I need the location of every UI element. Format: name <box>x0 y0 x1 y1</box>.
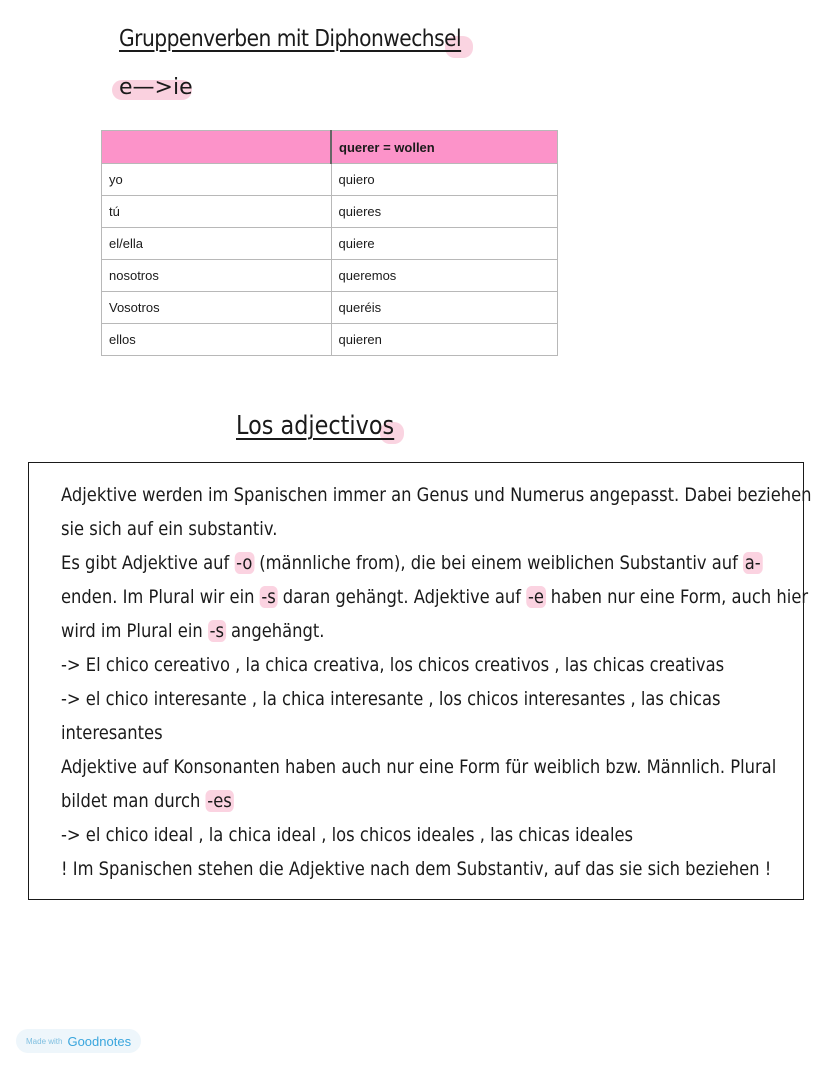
goodnotes-badge <box>16 1029 141 1053</box>
verb-form-cell: quiere <box>331 228 558 260</box>
pronoun-cell: ellos <box>102 324 332 356</box>
table-row <box>102 292 558 324</box>
table-header-row <box>102 131 558 164</box>
highlighted-ending: -s <box>209 620 225 642</box>
vowel-change-rule: e—>ie <box>119 75 193 100</box>
table-header-cell: querer = wollen <box>331 131 558 164</box>
note-line: sie sich auf ein substantiv. <box>61 518 278 540</box>
conjugation-table <box>101 130 558 356</box>
table-row <box>102 164 558 196</box>
goodnotes-logo: Goodnotes <box>67 1033 132 1049</box>
text-segment: Es gibt Adjektive auf <box>61 552 235 574</box>
pronoun-cell: yo <box>102 164 332 196</box>
table-row <box>102 260 558 292</box>
text-segment: angehängt. <box>225 620 325 642</box>
notes-text <box>61 478 812 886</box>
highlighted-ending: a- <box>744 552 761 574</box>
table-row <box>102 196 558 228</box>
example-line: -> el chico ideal , la chica ideal , los chicos ideales , las chicas ideales <box>61 824 634 846</box>
example-line: -> El chico cereativo , la chica creativa, los chicos creativos , las chicas creativas <box>61 654 725 676</box>
note-line <box>61 580 809 614</box>
highlighted-ending: -o <box>236 552 253 574</box>
note-line <box>61 784 689 818</box>
verb-form-cell: queremos <box>331 260 558 292</box>
pronoun-cell: el/ella <box>102 228 332 260</box>
note-line <box>61 546 761 580</box>
note-line <box>61 614 689 648</box>
note-line: Adjektive auf Konsonanten haben auch nur eine Form für weiblich bzw. Männlich. Plural <box>61 756 777 778</box>
text-segment: daran gehängt. Adjektive auf <box>277 586 527 608</box>
pronoun-cell: Vosotros <box>102 292 332 324</box>
note-line: Adjektive werden im Spanischen immer an Genus und Numerus angepasst. Dabei beziehen <box>61 484 812 506</box>
section-title: Los adjectivos <box>236 411 395 441</box>
table-row <box>102 228 558 260</box>
verb-form-cell: quieres <box>331 196 558 228</box>
highlighted-ending: -es <box>207 790 232 812</box>
verb-form-cell: quieren <box>331 324 558 356</box>
made-with-label: Made with <box>26 1036 63 1046</box>
pronoun-cell: tú <box>102 196 332 228</box>
note-line: ! Im Spanischen stehen die Adjektive nach dem Substantiv, auf das sie sich beziehen ! <box>61 858 772 880</box>
highlighted-ending: -s <box>261 586 276 608</box>
pronoun-cell: nosotros <box>102 260 332 292</box>
note-line: interesantes <box>61 722 163 744</box>
text-segment: enden. Im Plural wir ein <box>61 586 260 608</box>
highlighted-ending: -e <box>527 586 544 608</box>
text-segment: (männliche from), die bei einem weiblichen Substantiv auf <box>254 552 744 574</box>
text-segment: haben nur eine Form, auch hier <box>545 586 809 608</box>
verb-form-cell: queréis <box>331 292 558 324</box>
text-segment: bildet man durch <box>61 790 206 812</box>
page-title: Gruppenverben mit Diphonwechsel <box>119 26 462 52</box>
example-line: -> el chico interesante , la chica interesante , los chicos interesantes , las chicas <box>61 688 721 710</box>
verb-form-cell: quiero <box>331 164 558 196</box>
table-header-cell <box>102 131 332 164</box>
table-row <box>102 324 558 356</box>
text-segment: wird im Plural ein <box>61 620 208 642</box>
